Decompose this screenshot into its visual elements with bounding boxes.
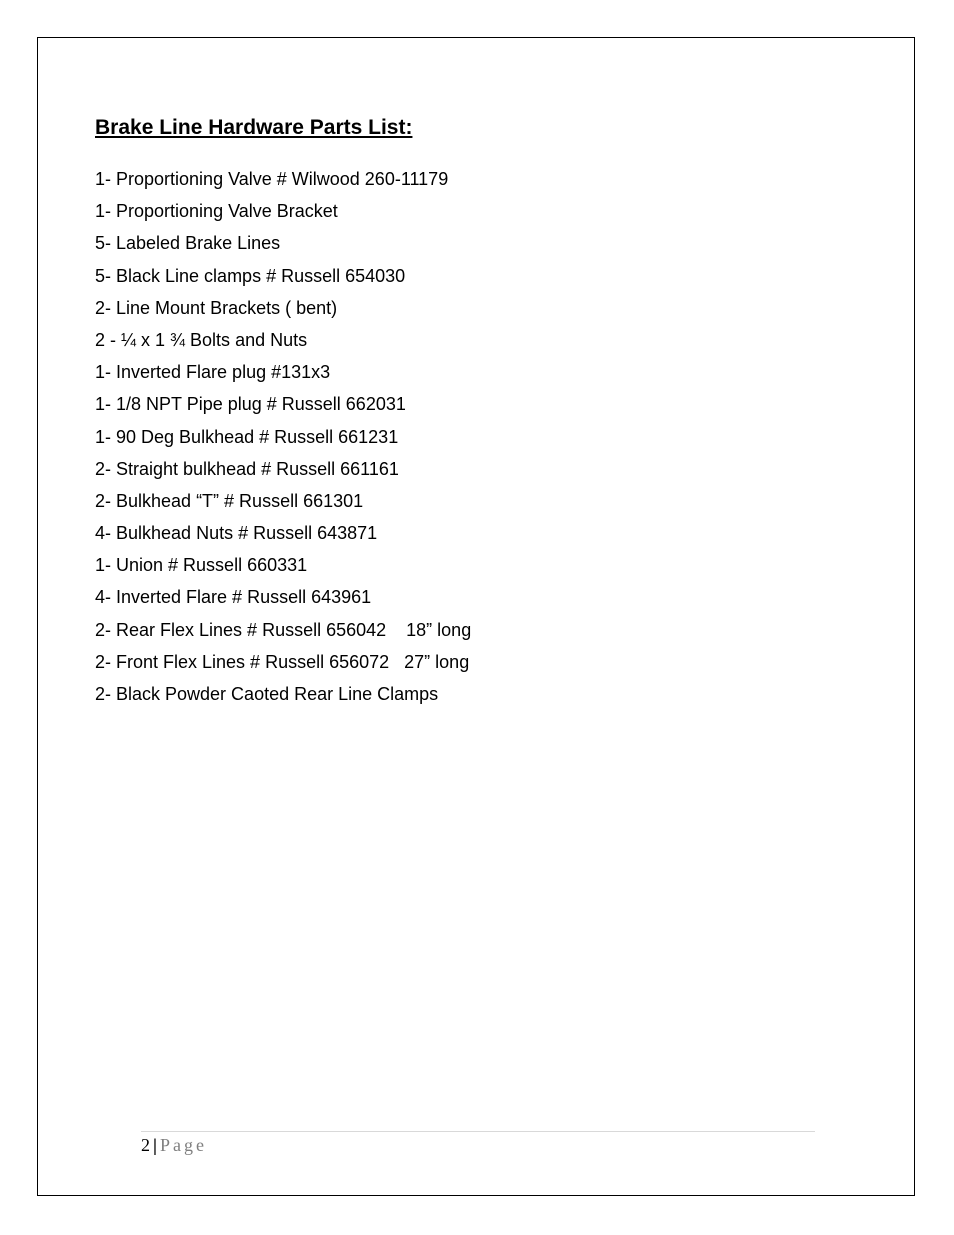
list-item: 2- Front Flex Lines # Russell 656072 27” long [95,651,470,672]
document-page [37,37,915,1196]
page-footer [141,1135,207,1156]
document-title: Brake Line Hardware Parts List: [95,116,413,139]
list-item: 4- Inverted Flare # Russell 643961 [95,587,372,608]
footer-separator: | [153,1135,157,1155]
page-label: Page [159,1135,207,1155]
list-item: 1- Union # Russell 660331 [95,555,308,576]
list-item: 4- Bulkhead Nuts # Russell 643871 [95,523,378,544]
list-item: 5- Black Line clamps # Russell 654030 [95,265,406,286]
parts-list [95,163,471,710]
list-item: 2- Black Powder Caoted Rear Line Clamps [95,684,439,704]
list-item: 5- Labeled Brake Lines [95,233,281,254]
list-item: 1- Proportioning Valve Bracket [95,201,338,222]
list-item: 1- 1/8 NPT Pipe plug # Russell 662031 [95,394,406,415]
list-item: 2- Straight bulkhead # Russell 661161 [95,458,399,479]
list-item: 1- Proportioning Valve # Wilwood 260-11179 [95,169,449,189]
list-item: 2- Bulkhead “T” # Russell 661301 [95,490,364,511]
footer-divider [141,1131,815,1132]
list-item: 1- 90 Deg Bulkhead # Russell 661231 [95,426,399,447]
list-item: 1- Inverted Flare plug #131x3 [95,362,331,383]
list-item: 2- Line Mount Brackets ( bent) [95,297,338,318]
list-item: 2 - ¼ x 1 ¾ Bolts and Nuts [95,329,308,350]
list-item: 2- Rear Flex Lines # Russell 656042 18” long [95,619,472,640]
page-number: 2 [141,1135,150,1155]
